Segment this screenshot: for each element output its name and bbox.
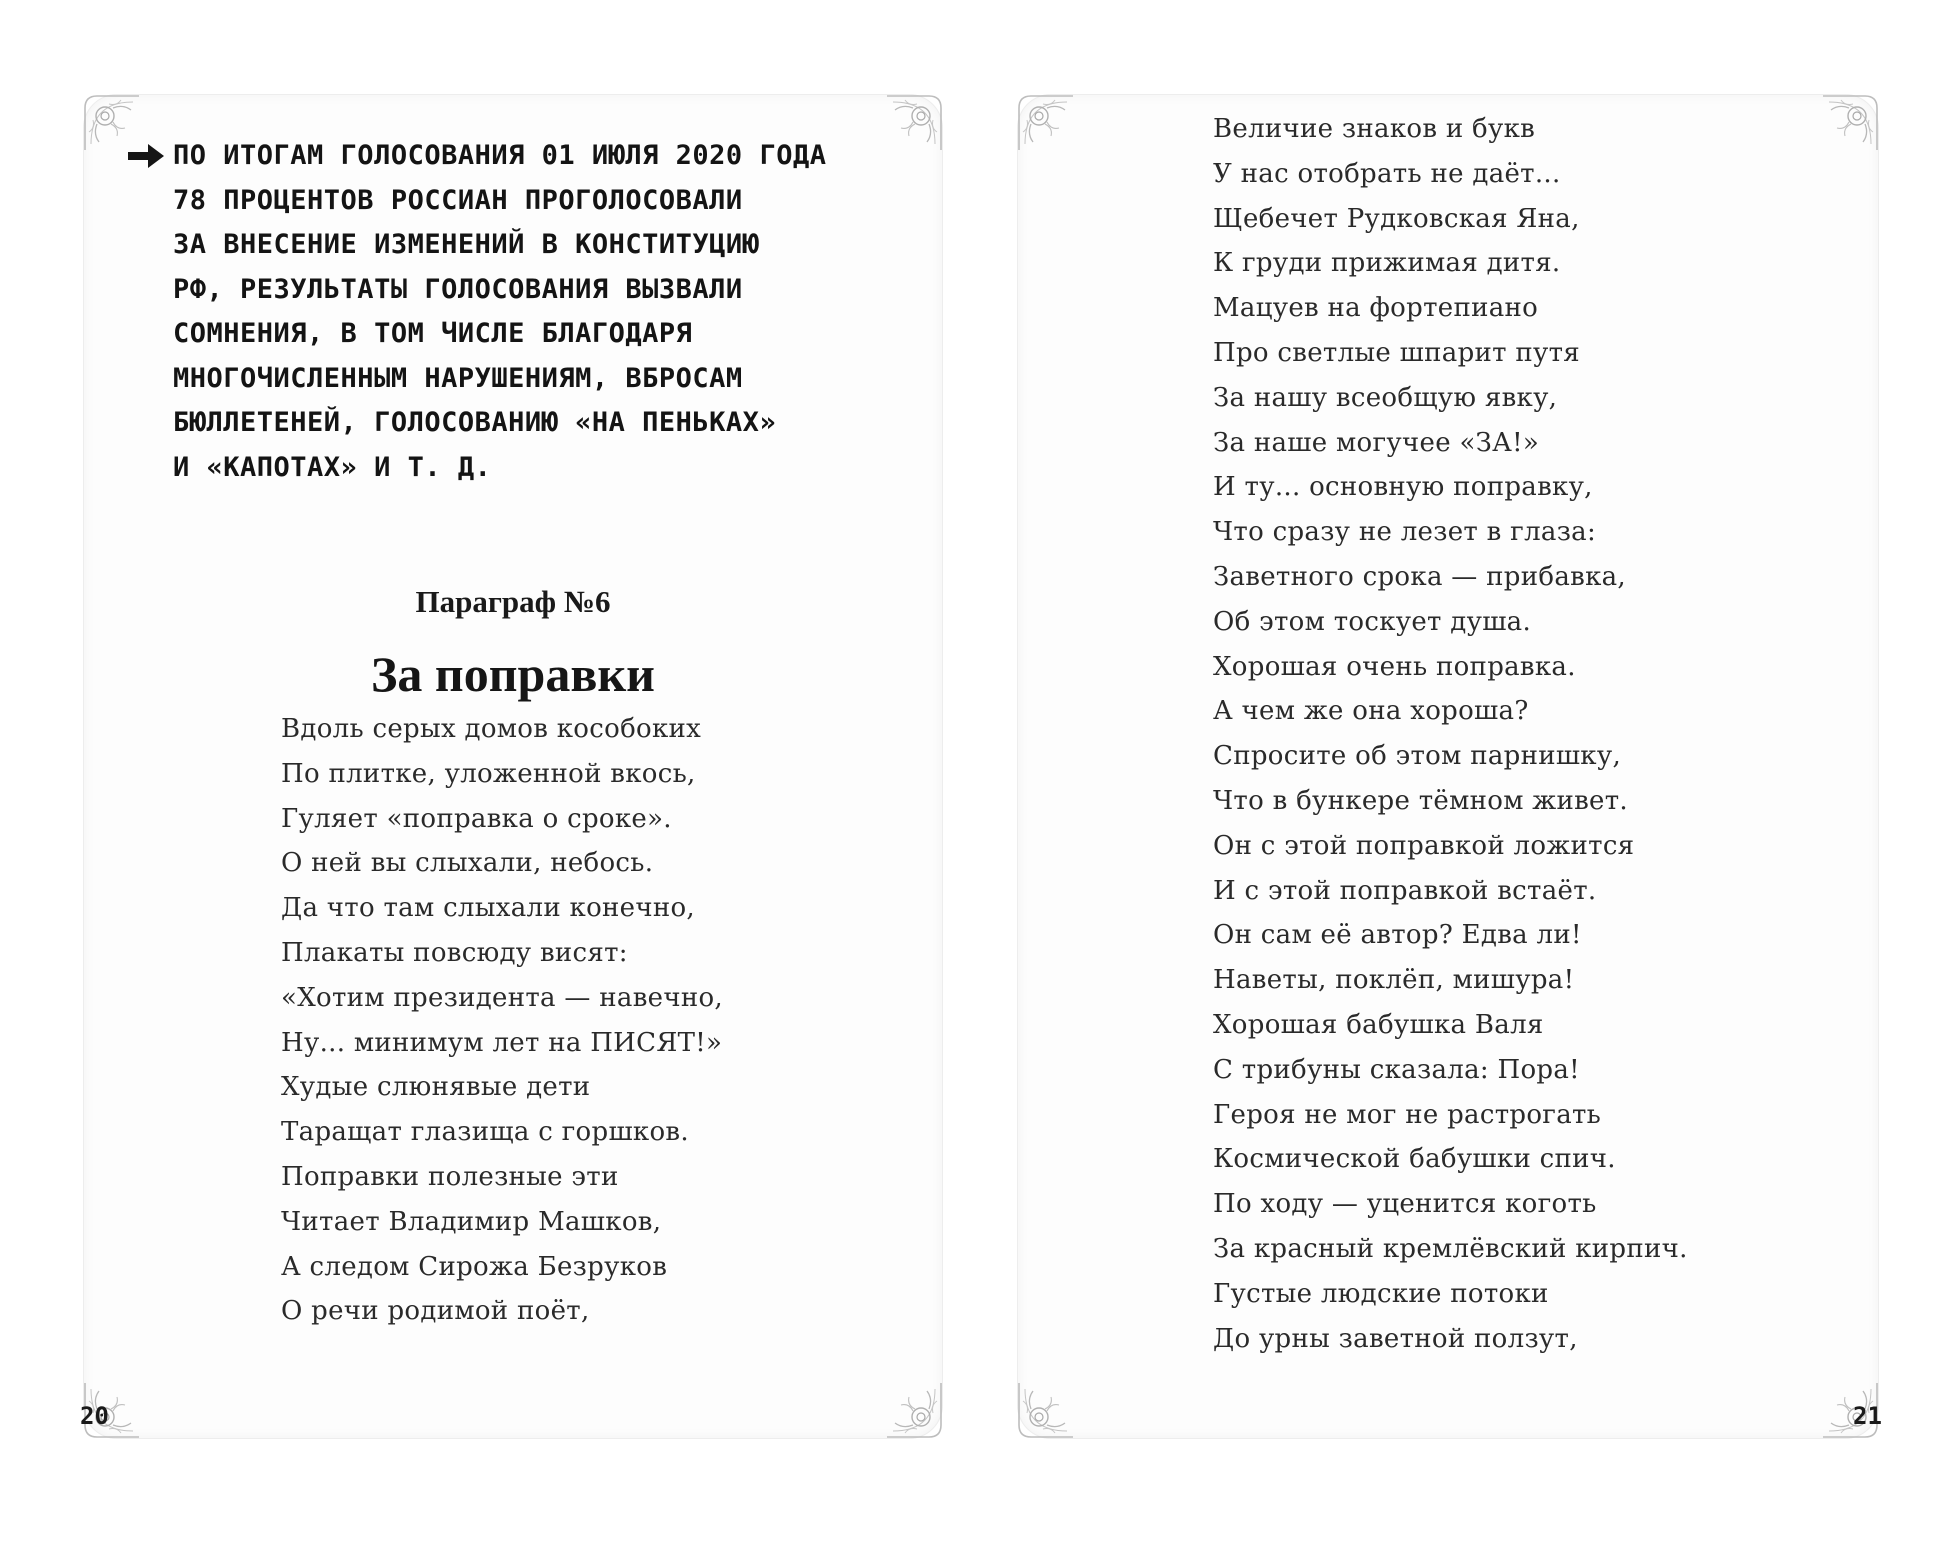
poem-left <box>281 707 723 1334</box>
poem-line: По ходу — уценится коготь <box>1213 1189 1597 1220</box>
poem-line: Про светлые шпарит путя <box>1213 337 1581 368</box>
poem-line: И с этой поправкой встаёт. <box>1213 875 1597 906</box>
poem-line: За нашу всеобщую явку, <box>1213 382 1558 413</box>
poem-line: Ну... минимум лет на ПИСЯТ!» <box>281 1027 723 1058</box>
poem-line: Густые людские потоки <box>1213 1278 1549 1309</box>
ornament-corner-icon <box>885 1381 943 1439</box>
footnote-line: СОМНЕНИЯ, В ТОМ ЧИСЛЕ БЛАГОДАРЯ <box>173 318 693 349</box>
poem-line: Величие знаков и букв <box>1213 114 1536 144</box>
poem-line: Худые слюнявые дети <box>281 1072 591 1103</box>
poem-line: Наветы, поклёп, мишура! <box>1213 965 1575 996</box>
poem-line: Хорошая очень поправка. <box>1213 651 1576 682</box>
section-subtitle: Параграф №6 <box>415 584 611 619</box>
right-arrow-icon <box>126 140 166 168</box>
section-title: За поправки <box>371 646 655 702</box>
poem-line: Гуляет «поправка о сроке». <box>281 803 672 834</box>
poem-line: По плитке, уложенной вкось, <box>281 758 696 789</box>
ornament-corner-icon <box>885 94 943 152</box>
poem-line: О ней вы слыхали, небось. <box>281 848 654 879</box>
poem-line: Героя не мог не растрогать <box>1213 1099 1602 1130</box>
poem-line: Да что там слыхали конечно, <box>281 893 695 924</box>
poem-line: С трибуны сказала: Пора! <box>1213 1054 1580 1085</box>
poem-line: О речи родимой поёт, <box>281 1296 590 1327</box>
poem-line: Об этом тоскует душа. <box>1213 606 1532 637</box>
poem-line: За красный кремлёвский кирпич. <box>1213 1233 1688 1264</box>
footnote-line: ПО ИТОГАМ ГОЛОСОВАНИЯ 01 ИЮЛЯ 2020 ГОДА <box>173 140 827 171</box>
ornament-corner-icon <box>1017 94 1075 152</box>
left-page <box>83 94 943 1439</box>
poem-line: Космической бабушки спич. <box>1213 1144 1616 1175</box>
footnote-line: БЮЛЛЕТЕНЕЙ, ГОЛОСОВАНИЮ «НА ПЕНЬКАХ» <box>173 407 777 438</box>
poem-line: К груди прижимая дитя. <box>1213 248 1561 279</box>
footnote-line: ЗА ВНЕСЕНИЕ ИЗМЕНЕНИЙ В КОНСТИТУЦИЮ <box>173 229 760 260</box>
poem-line: Вдоль серых домов кособоких <box>281 714 702 744</box>
page-number-left: 20 <box>80 1402 109 1430</box>
ornament-corner-icon <box>1017 1381 1075 1439</box>
poem-line: У нас отобрать не даёт... <box>1213 158 1561 189</box>
footnote-line: МНОГОЧИСЛЕННЫМ НАРУШЕНИЯМ, ВБРОСАМ <box>173 362 743 394</box>
poem-line: Мацуев на фортепиано <box>1213 293 1539 324</box>
poem-line: Что сразу не лезет в глаза: <box>1213 517 1597 548</box>
footnote <box>173 134 893 490</box>
poem-line: Щебечет Рудковская Яна, <box>1213 203 1580 234</box>
poem-right <box>1213 107 1688 1361</box>
poem-line: «Хотим президента — навечно, <box>281 982 723 1013</box>
page-number-right: 21 <box>1853 1402 1882 1430</box>
footnote-line: РФ, РЕЗУЛЬТАТЫ ГОЛОСОВАНИЯ ВЫЗВАЛИ <box>173 273 743 305</box>
poem-line: Таращат глазища с горшков. <box>281 1117 689 1148</box>
poem-line: Поправки полезные эти <box>281 1161 619 1192</box>
poem-line: Он сам её автор? Едва ли! <box>1213 920 1582 951</box>
poem-line: Что в бункере тёмном живет. <box>1213 785 1628 816</box>
poem-line: Спросите об этом парнишку, <box>1213 741 1622 772</box>
poem-line: До урны заветной ползут, <box>1213 1323 1578 1354</box>
poem-line: И ту... основную поправку, <box>1213 472 1593 503</box>
poem-line: Он с этой поправкой ложится <box>1213 830 1635 861</box>
ornament-corner-icon <box>1821 94 1879 152</box>
poem-line: Плакаты повсюду висят: <box>281 937 628 968</box>
poem-line: А следом Сирожа Безруков <box>281 1251 668 1282</box>
footnote-line: И «КАПОТАХ» И Т. Д. <box>173 451 492 483</box>
poem-line: Хорошая бабушка Валя <box>1213 1009 1544 1040</box>
poem-line: Читает Владимир Машков, <box>281 1206 662 1237</box>
right-page <box>1017 94 1879 1439</box>
footnote-line: 78 ПРОЦЕНТОВ РОССИАН ПРОГОЛОСОВАЛИ <box>173 184 743 216</box>
poem-line: А чем же она хороша? <box>1213 696 1529 727</box>
poem-line: Заветного срока — прибавка, <box>1213 561 1626 592</box>
poem-line: За наше могучее «ЗА!» <box>1213 427 1540 458</box>
